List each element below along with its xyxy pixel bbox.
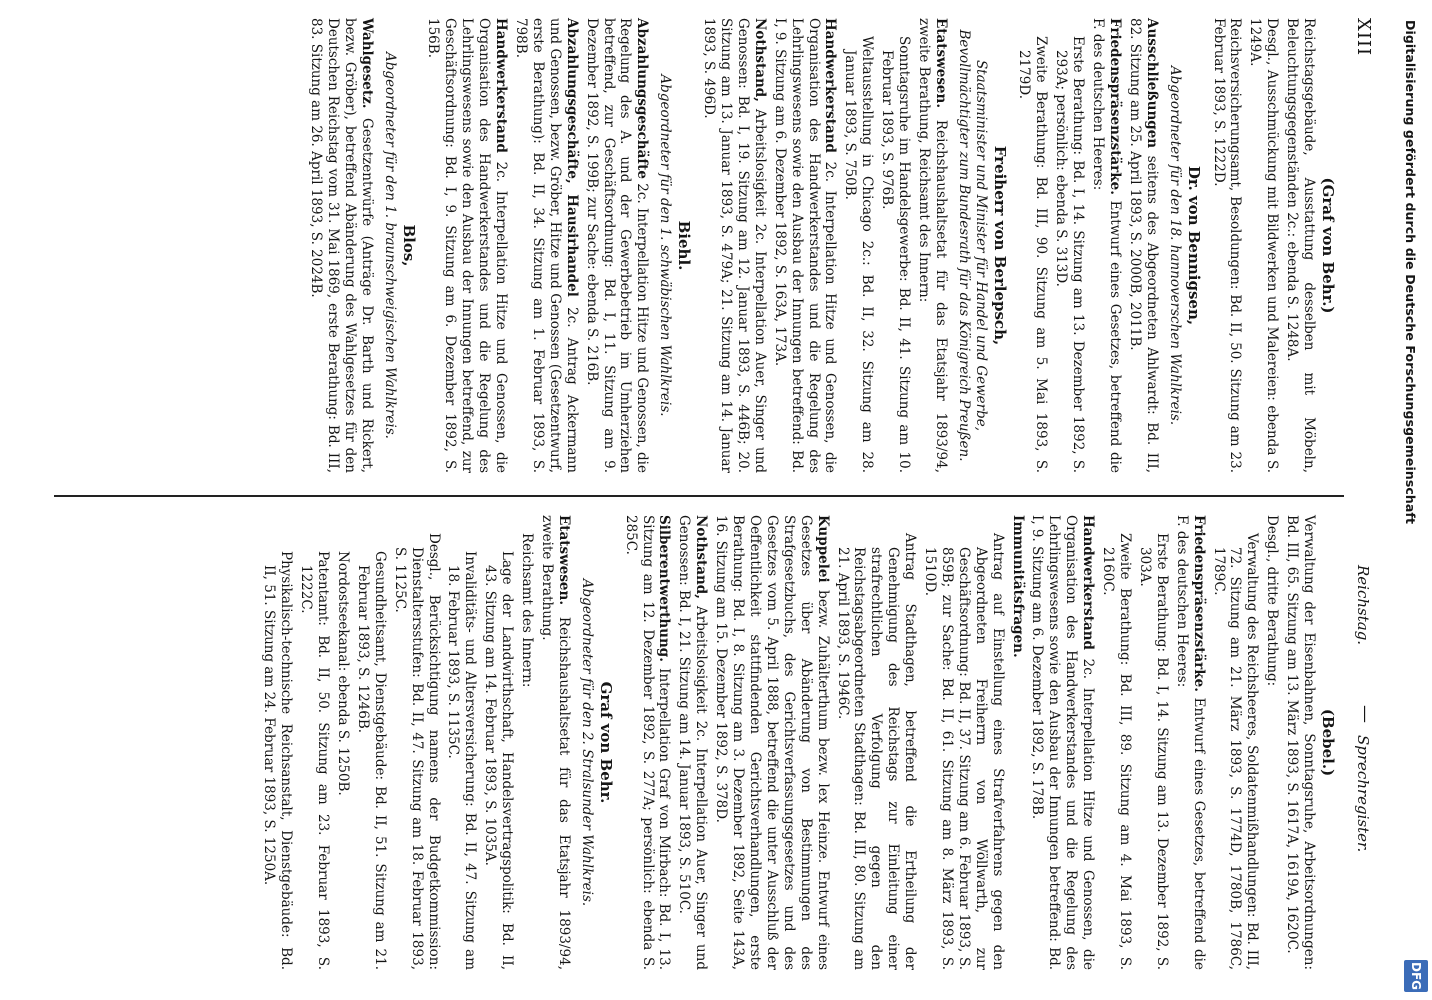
index-entry-heading: Immunitätsfragen. bbox=[1009, 515, 1026, 658]
running-title-left: Reichstag. bbox=[1354, 565, 1372, 646]
entry-text: Entwurf eines Gesetzes, betreffend die F. des deutschen Heeres: bbox=[1090, 18, 1124, 473]
index-subentry: Lage der Landwirthschaft, Handelsvertragspolitik: Bd. II, 43. Sitzung am 14. Februar 1893, S. 1035A. bbox=[482, 551, 516, 970]
entry-text: Arbeitslosigkeit 2c. Interpellation Auer, Singer und Genossen: Bd. I, 19. Sitzung am 12. Januar 1893, S. 446B; 20. Sitzung am 13. Januar 1893, S. 479A; 21. Sitzung am 14. Januar 1893, S. 496D. bbox=[701, 18, 768, 474]
speaker-constituency: Abgeordneter für den 1. braunschweigischen Wahlkreis. bbox=[381, 52, 398, 439]
entry-text: 2c. Interpellation Hitze und Genossen, die Regelung des A. und der Gewerbebetrieb im Umherziehen betreffend, zur Geschäftsordnung: Bd. I, 11. Sitzung am 9. Dezember 1892, S. 199B; zur Sache: ebenda S. 216B. bbox=[583, 18, 651, 473]
index-entry bbox=[675, 515, 709, 970]
entry-text: Reichshaushaltsetat für das Etatsjahr 1893/94, zweite Berathung. bbox=[539, 515, 572, 970]
running-title-right: Sprechregister. bbox=[1354, 735, 1372, 853]
entry-text: 2c. Interpellation Hitze und Genossen, die Organisation des Handwerkerstandes und die Regelung des Lehrlingswesens sowie den Ausbau der Innungen betreffend: Bd. I, 9. Sitzung am 6. Dezember 1892, S. 163A, 173A. bbox=[771, 18, 839, 474]
entry-keyword: Friedenspräsenzstärke. bbox=[1107, 18, 1124, 195]
index-subentry: Invaliditäts- und Altersversicherung: Bd. II, 47. Sitzung am 18. Februar 1893, S. 1135C. bbox=[445, 551, 479, 970]
index-entry bbox=[1126, 18, 1160, 473]
digitization-note: Digitalisierung gefördert durch die Deutsche Forschungsgemeinschaft bbox=[1403, 20, 1418, 525]
index-subentry: Desgl., Berücksichtigung namens der Budgetkommission: Dienstaltersstufen: Bd. II, 47. Sitzung am 18. Februar 1893, S. 1125C. bbox=[391, 533, 442, 970]
speaker-heading: Blos, bbox=[399, 224, 418, 267]
page-number: XIII bbox=[1353, 18, 1374, 57]
entry-keyword: Nothstand, bbox=[693, 515, 710, 599]
scan-footer bbox=[1386, 0, 1432, 1000]
running-head bbox=[1340, 0, 1386, 1000]
index-subentry: Gesundheitsamt, Dienstgebäude: Bd. II, 51. Sitzung am 21. Februar 1893, S. 1246B. bbox=[354, 551, 388, 970]
column-right bbox=[24, 18, 1344, 473]
index-entry bbox=[538, 515, 572, 970]
speaker-constituency: Abgeordneter für den 1. schwäbischen Wahlkreis. bbox=[657, 74, 674, 417]
index-subentry: Zweite Berathung: Bd. III, 89. Sitzung am 4. Mai 1893, S. 2160C. bbox=[1100, 533, 1134, 970]
dfg-logo: DFG bbox=[1404, 960, 1428, 992]
index-entry bbox=[583, 18, 651, 473]
speaker-heading: (Graf von Behr.) bbox=[1319, 177, 1337, 314]
index-entry: Verwaltung der Eisenbahnen, Sonntagsruhe, Arbeitsordnungen: Bd. III, 65. Sitzung am 13. März 1893, S. 1617A, 1619A, 1620C. bbox=[1284, 515, 1318, 970]
entry-keyword: Etatswesen. bbox=[555, 515, 572, 606]
speaker-heading: (Bebel.) bbox=[1319, 708, 1337, 777]
index-subentry: Erste Berathung: Bd. I, 14. Sitzung am 13. Dezember 1892, S. 303A. bbox=[1136, 533, 1170, 970]
entry-keyword: Nothstand, bbox=[751, 18, 768, 102]
entry-keyword: Friedenspräsenzstärke. bbox=[1190, 515, 1207, 692]
entry-text: bezw. Zuhälterthum bezw. lex Heinze. Entwurf eines Gesetzes über Abänderung von Bestimmungen des Strafgesetzbuchs, des Gerichtsverfassungsgesetzes und des Gesetzes vom 5. April 1888, betreffend die unter Ausschluß der Oeffentlichkeit stattfindenden Gerichtsverhandlungen, erste Berathung: Bd. I, 8. Sitzung am 3. Dezember 1892, Seite 143A, 16. Sitzung am 15. Dezember 1892, S. 378D. bbox=[713, 515, 831, 970]
entry-keyword: Abzahlungsgeschäfte bbox=[634, 18, 651, 179]
index-entry: Reichstagsgebäude, Ausstattung desselben mit Möbeln, Beleuchtungsgegenständen 2c.: ebenda S. 1248A. bbox=[1284, 18, 1318, 473]
entry-text: 2c. Interpellation Hitze und Genossen, die Organisation des Handwerkerstandes und die Regelung des Lehrlingswesens sowie den Ausbau der Innungen betreffend: Bd. I, 9. Sitzung am 6. Dezember 1892, S. 178B. bbox=[1029, 515, 1097, 971]
index-subentry: Sonntagsruhe im Handelsgewerbe: Bd. II, 41. Sitzung am 10. Februar 1893, S. 976B. bbox=[879, 36, 913, 473]
index-subentry: Physikalisch-technische Reichsanstalt, Dienstgebäude: Bd. II, 51. Sitzung am 24. Februar 1893, S. 1250A. bbox=[261, 551, 295, 970]
entry-keyword: Abzahlungsgeschäfte, Hausirhandel bbox=[563, 18, 580, 297]
entry-keyword: Ausschließungen bbox=[1143, 18, 1160, 149]
speaker-heading: Freiherr von Berlepsch, bbox=[990, 145, 1009, 346]
entry-keyword: Wahlgesetz. bbox=[358, 18, 375, 109]
entry-text: Arbeitslosigkeit 2c. Interpellation Auer, Singer und Genossen: Bd. I, 21. Sitzung am 14. Januar 1893, S. 510C. bbox=[676, 515, 710, 971]
entry-text: Gesetzentwürfe (Anträge Dr. Barth und Rickert, bezw. Gröber), betreffend Abänderung des Wahlgesetzes für den Deutschen Reichstag vom 31. Mai 1869, erste Berathung: Bd. III, 83. Sitzung am 26. April 1893, S. 2024B. bbox=[308, 18, 375, 473]
index-entry bbox=[700, 18, 768, 473]
speaker-constituency: Abgeordneter für den 18. hannoverschen Wahlkreis. bbox=[1166, 65, 1183, 426]
entry-keyword: Silberentwerthung. bbox=[656, 515, 673, 662]
speaker-heading: Biehl. bbox=[675, 220, 694, 271]
entry-keyword: Handwerkerstand bbox=[822, 18, 839, 153]
index-entry: Desgl., Ausschmückung mit Bildwerken und Malereien: ebenda S. 1249A. bbox=[1247, 18, 1281, 473]
index-subentry: Antrag Stadthagen, betreffend die Ertheilung der Genehmigung des Reichstags zur Einleitung einer strafrechtlichen Verfolgung gegen den Reichstagsabgeordneten Stadthagen: Bd. III, 80. Sitzung am 21. April 1893, S. 1946C. bbox=[834, 533, 919, 970]
speaker-office: Staatsminister und Minister für Handel und Gewerbe, Bevollmächtigter zum Bundesrath für das Königreich Preußen. bbox=[955, 29, 989, 462]
column-left bbox=[24, 515, 1344, 970]
index-entry: Desgl., dritte Berathung: bbox=[1264, 515, 1281, 687]
index-subentry: Antrag auf Einstellung eines Strafverfahrens gegen den Abgeordneten Freiherrn von Wöllwarth, zur Geschäftsordnung: Bd. II, 37. Sitzung am 6. Februar 1893, S. 859B; zur Sache: Bd. II, 61. Sitzung am 8. März 1893, S. 1510D. bbox=[922, 533, 1006, 970]
index-entry bbox=[425, 18, 510, 473]
index-entry bbox=[307, 18, 375, 473]
entry-text: Entwurf eines Gesetzes, betreffend die F. des deutschen Heeres: bbox=[1173, 515, 1207, 970]
index-entry bbox=[1173, 515, 1207, 970]
entry-text: 2c. Antrag Ackermann und Genossen, bezw. Gröber, Hitze und Genossen (Gesetzentwurf, erste Berathung): Bd. II, 34. Sitzung am 1. Februar 1893, S. 798B. bbox=[513, 18, 580, 473]
index-subentry: Reichsamt des Innern: bbox=[519, 533, 536, 688]
index-entry bbox=[1089, 18, 1123, 473]
index-entry bbox=[712, 515, 830, 970]
index-subentry: Erste Berathung: Bd. I, 14. Sitzung am 13. Dezember 1892, S. 293A; persönlich: ebenda S. 313D. bbox=[1053, 36, 1087, 473]
index-subentry: Verwaltung des Reichsheeres, Soldatenmißhandlungen: Bd. III, 72. Sitzung am 21. März 1893, S. 1774D, 1780B, 1786C, 1789C. bbox=[1210, 533, 1261, 970]
index-entry bbox=[915, 18, 949, 473]
entry-text: Interpellation Graf von Mirbach: Bd. I, 13. Sitzung am 12. Dezember 1892, S. 277A; persönlich: ebenda S. 285C. bbox=[622, 515, 673, 970]
index-subentry: Zweite Berathung: Bd. III, 90. Sitzung am 5. Mai 1893, S. 2179D. bbox=[1016, 36, 1050, 473]
entry-keyword: Etatswesen. bbox=[932, 18, 949, 109]
index-entry bbox=[771, 18, 839, 473]
column-divider bbox=[54, 495, 1344, 497]
speaker-constituency: Abgeordneter für den 2. Stralsunder Wahlkreis. bbox=[578, 578, 595, 907]
index-subentry: Weltausstellung in Chicago 2c.: Bd. II, 32. Sitzung am 28. Januar 1893, S. 750B. bbox=[842, 36, 876, 473]
entry-keyword: Handwerkerstand bbox=[1080, 515, 1097, 650]
speaker-heading: Dr. von Bennigsen, bbox=[1184, 165, 1203, 326]
entry-text: 2c. Interpellation Hitze und Genossen, die Organisation des Handwerkerstandes und die Regelung des Lehrlingswesens sowie den Ausbau der Innungen betreffend, zur Geschäftsordnung: Bd. I, 9. Sitzung am 6. Dezember 1892, S. 156B. bbox=[425, 18, 510, 474]
index-subentry: Patentamt: Bd. II, 50. Sitzung am 23. Februar 1893, S. 1222C. bbox=[298, 551, 332, 970]
speaker-heading: Graf von Behr. bbox=[596, 681, 615, 804]
entry-keyword: Handwerkerstand bbox=[493, 18, 510, 153]
entry-text: Reichshaushaltsetat für das Etatsjahr 1893/94, zweite Berathung, Reichsamt des Innern: bbox=[915, 18, 949, 473]
index-subentry: Nordostseekanal: ebenda S. 1250B. bbox=[335, 551, 352, 796]
entry-keyword: Kuppelei bbox=[814, 515, 831, 583]
entry-text: seitens des Abgeordneten Ahlwardt: Bd. III, 82. Sitzung am 25. April 1893, S. 2000B, 2011B. bbox=[1126, 18, 1160, 473]
index-entry: Reichsversicherungsamt, Besoldungen: Bd. II, 50. Sitzung am 23. Februar 1893, S. 1222D. bbox=[1210, 18, 1244, 473]
running-title-dash: — bbox=[1355, 705, 1376, 723]
index-entry bbox=[512, 18, 580, 473]
index-entry bbox=[1029, 515, 1097, 970]
index-entry bbox=[622, 515, 673, 970]
